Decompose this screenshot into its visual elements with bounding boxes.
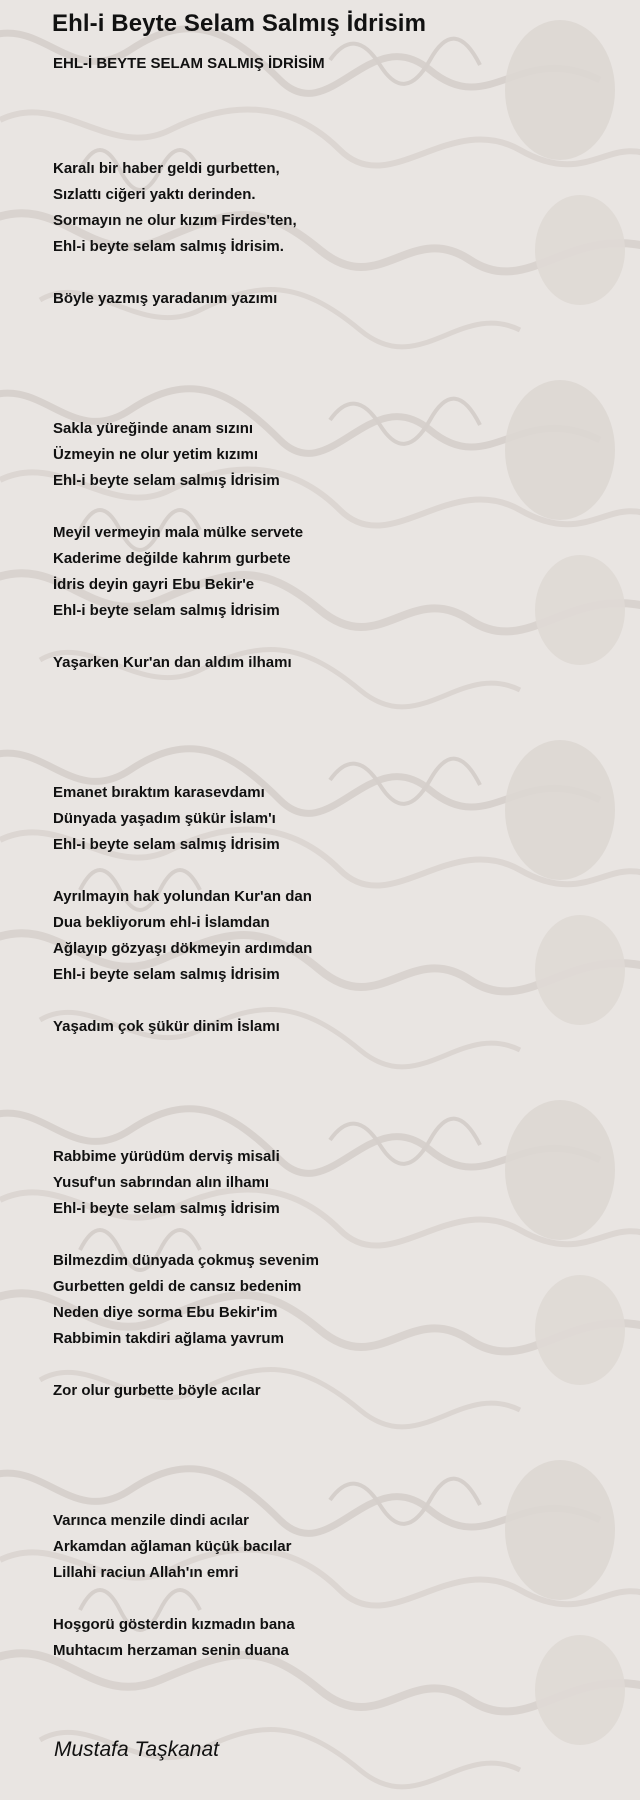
stanza-gap [53,624,613,650]
stanza-gap [53,364,613,390]
stanza-gap [53,988,613,1014]
poem-line: Zor olur gurbette böyle acılar [53,1382,261,1399]
stanza-gap [53,1040,613,1066]
stanza-gap [53,754,613,780]
poem-line: Meyil vermeyin mala mülke servete [53,524,304,541]
poem-line: Sızlattı ciğeri yaktı derinden. [53,186,256,203]
poem-line: Ehl-i beyte selam salmış İdrisim. [53,238,284,255]
poem-line: Ehl-i beyte selam salmış İdrisim [53,602,280,619]
poem-line: Ehl-i beyte selam salmış İdrisim [53,966,280,983]
poem-line: Hoşgorü gösterdin kızmadın bana [53,1616,295,1633]
poem-line: Neden diye sorma Ebu Bekir'im [53,1304,278,1321]
poem-line: Yaşadım çok şükür dinim İslamı [53,1018,280,1035]
poem-line: Ayrılmayın hak yolundan Kur'an dan [53,888,312,905]
stanza-gap [53,1586,613,1612]
stanza-gap [53,728,613,754]
poem-title: Ehl-i Beyte Selam Salmış İdrisim [52,10,427,37]
stanza-gap [53,1404,613,1430]
poem-line: Yaşarken Kur'an dan aldım ilhamı [53,654,292,671]
stanza-gap [53,1430,613,1456]
poem-line: Dua bekliyorum ehl-i İslamdan [53,914,270,931]
poem-line: Ehl-i beyte selam salmış İdrisim [53,472,280,489]
poem-body [53,156,613,1664]
poem-subtitle: EHL-İ BEYTE SELAM SALMIŞ İDRİSİM [53,55,325,72]
stanza-gap [53,702,613,728]
poem-line: Sormayın ne olur kızım Firdes'ten, [53,212,297,229]
poem-line: Rabbimin takdiri ağlama yavrum [53,1330,284,1347]
poem-line: Bilmezdim dünyada çokmuş sevenim [53,1252,319,1269]
poem-line: Ağlayıp gözyaşı dökmeyin ardımdan [53,940,313,957]
stanza-gap [53,260,613,286]
poem-line: Üzmeyin ne olur yetim kızımı [53,446,259,463]
poem-line: Böyle yazmış yaradanım yazımı [53,290,278,307]
poem-line: İdris deyin gayri Ebu Bekir'e [53,576,255,593]
poem-line: Rabbime yürüdüm derviş misali [53,1148,280,1165]
poem-line: Lillahi raciun Allah'ın emri [53,1564,239,1581]
stanza-gap [53,1456,613,1482]
poem-line: Sakla yüreğinde anam sızını [53,420,254,437]
stanza-gap [53,1482,613,1508]
poem-line: Ehl-i beyte selam salmış İdrisim [53,836,280,853]
poem-line: Varınca menzile dindi acılar [53,1512,249,1529]
stanza-gap [53,1352,613,1378]
stanza-gap [53,494,613,520]
poem-line: Gurbetten geldi de cansız bedenim [53,1278,302,1295]
stanza-gap [53,858,613,884]
stanza-gap [53,1092,613,1118]
stanza-gap [53,1222,613,1248]
stanza-gap [53,390,613,416]
poem-line: Emanet bıraktım karasevdamı [53,784,265,801]
poem-line: Dünyada yaşadım şükür İslam'ı [53,810,276,827]
poem-line: Arkamdan ağlaman küçük bacılar [53,1538,292,1555]
poem-author: Mustafa Taşkanat [54,1738,219,1761]
poem-line: Muhtacım herzaman senin duana [53,1642,289,1659]
poem-line: Yusuf'un sabrından alın ilhamı [53,1174,270,1191]
poem-line: Kaderime değilde kahrım gurbete [53,550,291,567]
poem-line: Karalı bir haber geldi gurbetten, [53,160,280,177]
stanza-gap [53,676,613,702]
stanza-gap [53,338,613,364]
stanza-gap [53,1118,613,1144]
stanza-gap [53,1066,613,1092]
poem-line: Ehl-i beyte selam salmış İdrisim [53,1200,280,1217]
stanza-gap [53,312,613,338]
